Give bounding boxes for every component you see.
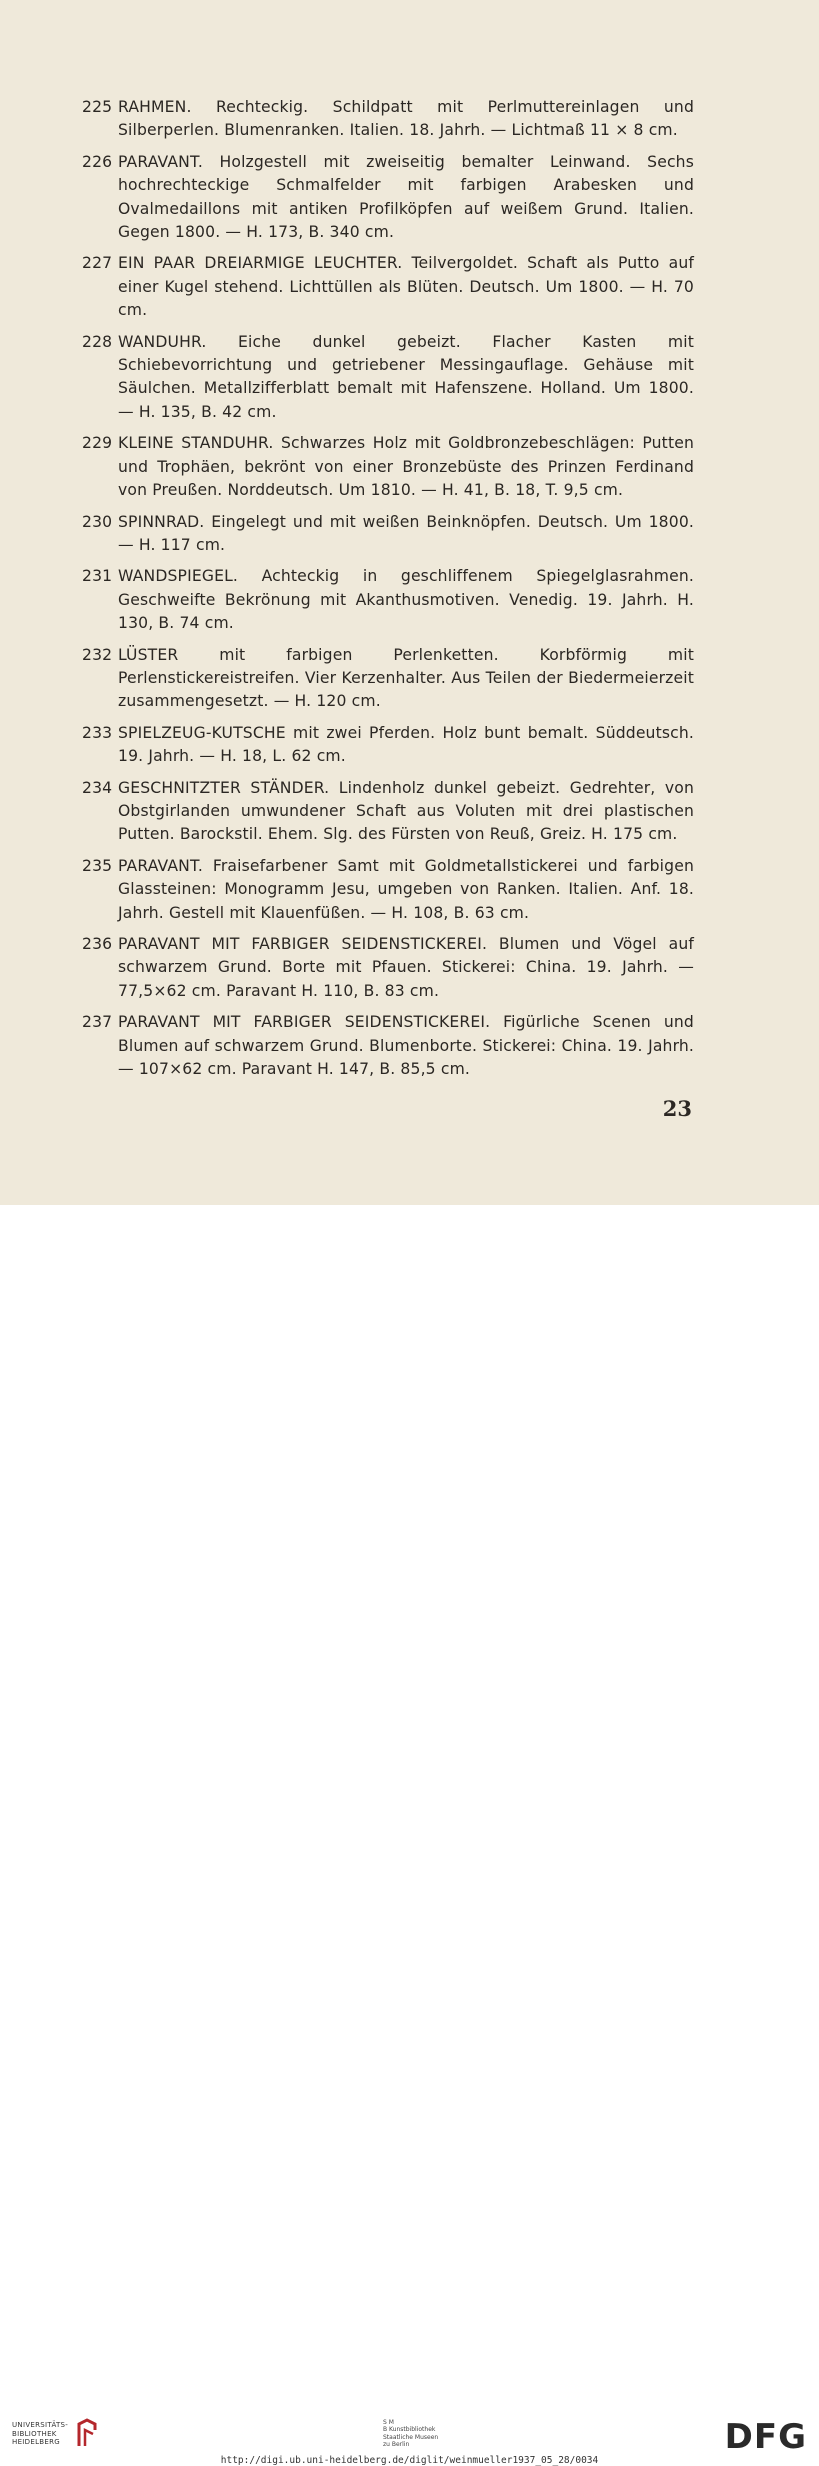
museum-line: zu Berlin xyxy=(383,2440,410,2448)
catalog-entries xyxy=(82,96,694,1089)
catalog-entry xyxy=(82,855,694,925)
catalog-entry xyxy=(82,644,694,714)
museum-line: Staatliche Museen xyxy=(383,2433,439,2441)
entry-number: 228 xyxy=(82,332,113,351)
entry-number: 235 xyxy=(82,856,113,875)
entry-text: KLEINE STANDUHR. Schwarzes Holz mit Goldbronzebeschlägen: Putten und Trophäen, bekrönt von einer Bronzebüste des Prinzen Ferdinand von Preußen. Norddeutsch. Um 1810. — H. 41, B. 18, T. 9,5 cm. xyxy=(118,434,694,500)
catalog-entry xyxy=(82,722,694,769)
entry-number: 226 xyxy=(82,152,113,171)
entry-number: 232 xyxy=(82,645,113,664)
uni-line: UNIVERSITÄTS- xyxy=(12,2421,69,2429)
entry-number: 236 xyxy=(82,935,113,953)
catalog-entry xyxy=(82,331,694,425)
catalog-entry xyxy=(82,511,694,558)
entry-text: GESCHNITZTER STÄNDER. Lindenholz dunkel gebeizt. Gedrehter, von Obstgirlanden umwundener Schaft aus Voluten mit drei plastischen Putten. Barockstil. Ehem. Slg. des Fürsten von Reuß, Greiz. H. 175 cm. xyxy=(118,778,694,844)
entry-number: 225 xyxy=(82,98,113,116)
entry-number: 231 xyxy=(82,567,113,586)
page-number: 23 xyxy=(662,1096,692,1121)
catalog-entry xyxy=(82,1011,694,1081)
catalog-entry xyxy=(82,151,694,245)
dfg-logo: DFG xyxy=(724,2417,807,2457)
entry-text: RAHMEN. Rechteckig. Schildpatt mit Perlmuttereinlagen und Silberperlen. Blumenranken. Italien. 18. Jahrh. — Lichtmaß 11 × 8 cm. xyxy=(118,98,694,140)
uni-line: HEIDELBERG xyxy=(12,2438,60,2446)
catalog-entry xyxy=(82,565,694,635)
museum-logo xyxy=(383,2419,438,2448)
university-emblem-icon xyxy=(75,2418,101,2448)
museum-line: B Kunstbibliothek xyxy=(383,2426,436,2434)
catalog-entry xyxy=(82,96,694,143)
entry-number: 230 xyxy=(82,512,113,531)
source-url[interactable]: http://digi.ub.uni-heidelberg.de/diglit/weinmueller1937_05_28/0034 xyxy=(220,2455,599,2466)
entry-text: SPINNRAD. Eingelegt und mit weißen Beinknöpfen. Deutsch. Um 1800. — H. 117 cm. xyxy=(118,512,694,554)
entry-text: PARAVANT MIT FARBIGER SEIDENSTICKEREI. Blumen und Vögel auf schwarzem Grund. Borte mit Pfauen. Stickerei: China. 19. Jahrh. — 77,5×62 cm. Paravant H. 110, B. 83 cm. xyxy=(118,935,694,1000)
entry-text: PARAVANT MIT FARBIGER SEIDENSTICKEREI. Figürliche Scenen und Blumen auf schwarzem Grund. Blumenborte. Stickerei: China. 19. Jahrh. — 107×62 cm. Paravant H. 147, B. 85,5 cm. xyxy=(118,1013,694,1079)
entry-text: WANDSPIEGEL. Achteckig in geschliffenem Spiegelglasrahmen. Geschweifte Bekrönung mit Akanthusmotiven. Venedig. 19. Jahrh. H. 130, B. 74 cm. xyxy=(118,567,694,633)
entry-number: 234 xyxy=(82,778,113,797)
entry-number: 229 xyxy=(82,434,113,453)
entry-number: 227 xyxy=(82,254,113,273)
entry-text: WANDUHR. Eiche dunkel gebeizt. Flacher Kasten mit Schiebevorrichtung und getriebener Messingauflage. Gehäuse mit Säulchen. Metallzifferblatt bemalt mit Hafenszene. Holland. Um 1800. — H. 135, B. 42 cm. xyxy=(118,332,694,421)
catalog-entry xyxy=(82,252,694,322)
entry-number: 237 xyxy=(82,1013,113,1032)
scanned-page xyxy=(0,0,819,1205)
catalog-entry xyxy=(82,777,694,847)
catalog-entry xyxy=(82,933,694,1003)
entry-text: SPIELZEUG-KUTSCHE mit zwei Pferden. Holz bunt bemalt. Süddeutsch. 19. Jahrh. — H. 18, L. 62 cm. xyxy=(118,723,694,766)
entry-text: LÜSTER mit farbigen Perlenketten. Korbförmig mit Perlenstickereistreifen. Vier Kerzenhalter. Aus Teilen der Biedermeierzeit zusammengesetzt. — H. 120 cm. xyxy=(118,645,694,711)
entry-text: PARAVANT. Holzgestell mit zweiseitig bemalter Leinwand. Sechs hochrechteckige Schmalfelder mit farbigen Arabesken und Ovalmedaillons mit antiken Profilköpfen auf weißem Grund. Italien. Gegen 1800. — H. 173, B. 340 cm. xyxy=(118,152,694,242)
entry-text: PARAVANT. Fraisefarbener Samt mit Goldmetallstickerei und farbigen Glassteinen: Monogramm Jesu, umgeben von Ranken. Italien. Anf. 18. Jahrh. Gestell mit Klauenfüßen. — H. 108, B. 63 cm. xyxy=(118,856,694,922)
entry-number: 233 xyxy=(82,723,113,742)
museum-line: S M xyxy=(383,2419,394,2426)
entry-text: EIN PAAR DREIARMIGE LEUCHTER. Teilvergoldet. Schaft als Putto auf einer Kugel stehend. Lichttüllen als Blüten. Deutsch. Um 1800. — H. 70 cm. xyxy=(118,254,694,320)
uni-line: BIBLIOTHEK xyxy=(12,2429,57,2438)
footer-bar xyxy=(0,1205,819,2466)
catalog-entry xyxy=(82,432,694,502)
